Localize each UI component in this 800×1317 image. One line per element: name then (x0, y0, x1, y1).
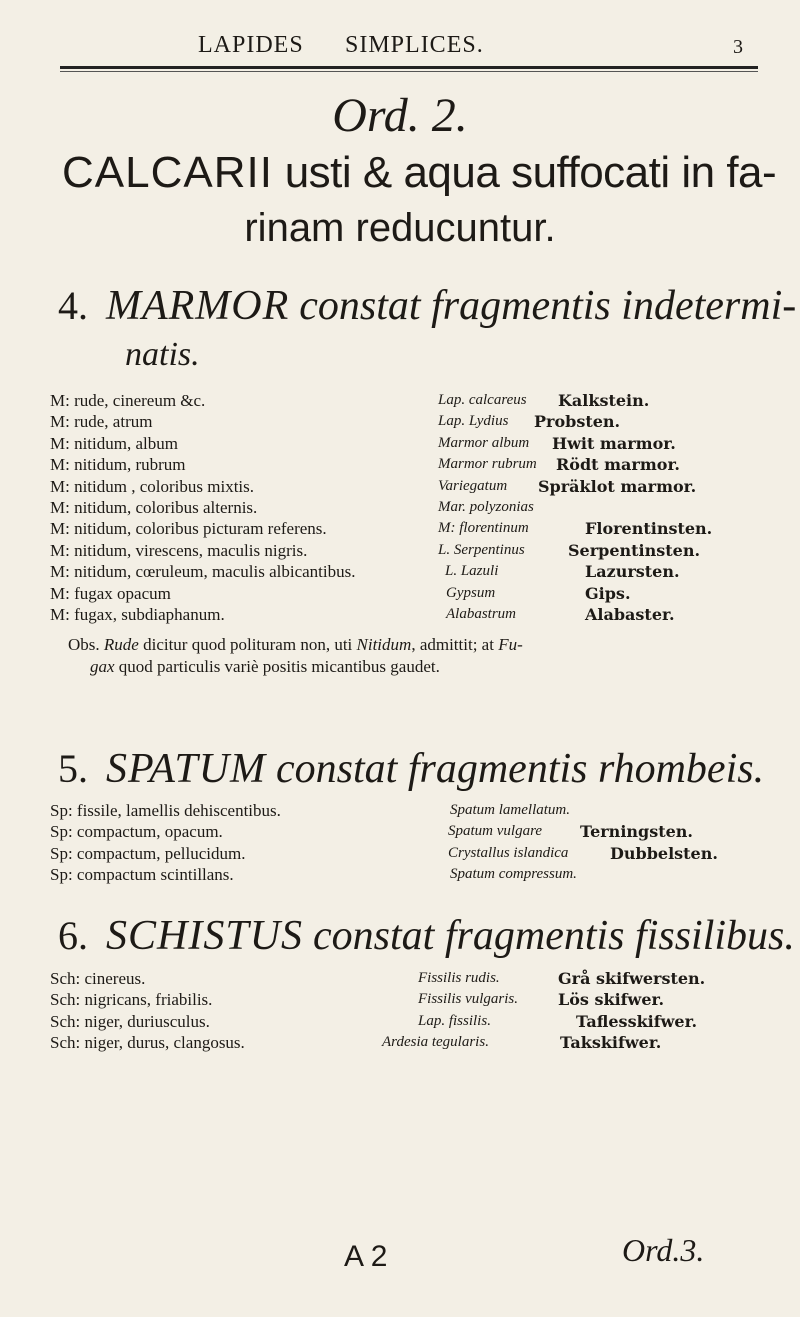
latin-name: Sp: fissile, lamellis dehiscentibus. (50, 801, 281, 820)
obs-term-fugax-cont: gax (90, 657, 115, 676)
latin-name: M: nitidum, cœruleum, maculis albicantibus. (50, 562, 356, 582)
alt-name: Alabastrum (446, 605, 517, 622)
signature-mark: A 2 (344, 1240, 388, 1273)
running-header (0, 30, 800, 64)
obs-term-rude: Rude (103, 635, 139, 654)
list-item (50, 540, 770, 561)
obs-term-fugax: Fu- (498, 635, 523, 654)
vernacular-name: Probsten. (534, 412, 621, 432)
latin-name: M: rude, cinereum &c. (50, 391, 206, 410)
vernacular-name: Kalkstein. (558, 391, 650, 410)
vernacular-name: Lazursten. (585, 562, 680, 582)
list-item (50, 411, 770, 432)
order-heading-line-2: rinam reducuntur. (244, 206, 556, 250)
alt-name: Crystallus islandica (448, 844, 569, 861)
alt-name: L. Serpentinus (438, 541, 525, 558)
section-definition: constat fragmentis indetermi- (299, 283, 797, 329)
obs-lead: Obs. (68, 635, 100, 654)
obs-text-1: dicitur quod polituram non, uti (143, 635, 353, 654)
section-definition: constat fragmentis rhombeis. (276, 746, 765, 792)
latin-name: Sp: compactum, opacum. (50, 822, 223, 842)
vernacular-name: Spräklot marmor. (538, 476, 697, 496)
section-number: 5. (58, 746, 88, 791)
vernacular-name: Gips. (585, 583, 631, 603)
order-heading-line-1 (62, 148, 776, 198)
alt-name: Lap. fissilis. (418, 1012, 491, 1029)
list-item (50, 518, 770, 539)
latin-name: M: nitidum , coloribus mixtis. (50, 476, 255, 496)
vernacular-name: Lös skifwer. (558, 990, 665, 1010)
observation-note (68, 634, 758, 678)
obs-text-2: , admittit; at (411, 635, 494, 654)
latin-name: Sch: niger, durus, clangosus. (50, 1033, 245, 1053)
alt-name: Fissilis rudis. (418, 970, 500, 986)
vernacular-name: Dubbelsten. (610, 843, 718, 863)
list-item (50, 476, 770, 497)
vernacular-name: Grå skifwersten. (558, 969, 706, 988)
list-item (50, 864, 770, 885)
vernacular-name: Terningsten. (580, 822, 693, 842)
latin-name: Sch: niger, duriusculus. (50, 1011, 210, 1031)
latin-name: Sp: compactum scintillans. (50, 865, 234, 885)
list-item (50, 583, 770, 604)
latin-name: M: nitidum, coloribus alternis. (50, 497, 258, 517)
vernacular-name: Taflesskifwer. (576, 1011, 698, 1031)
alt-name: Gypsum (446, 584, 496, 601)
obs-term-nitidum: Nitidum (356, 635, 412, 654)
section-definition: constat fragmentis fissilibus. (313, 913, 795, 959)
alt-name: L. Lazuli (445, 563, 499, 580)
section-heading-schistus (58, 912, 795, 960)
alt-name: Spatum lamellatum. (450, 802, 570, 818)
header-rule (60, 66, 758, 69)
section-heading-marmor (58, 282, 796, 330)
vernacular-name: Florentinsten. (585, 519, 713, 539)
vernacular-name: Rödt marmor. (556, 455, 680, 475)
header-rule-thin (60, 71, 758, 72)
latin-name: M: nitidum, virescens, maculis nigris. (50, 540, 308, 560)
alt-name: M: florentinum (438, 520, 529, 537)
section-name: SCHISTUS (106, 913, 304, 959)
section-definition-continued: natis. (125, 336, 200, 373)
list-item (50, 968, 770, 989)
vernacular-name: Takskifwer. (560, 1033, 662, 1053)
page-number: 3 (733, 36, 743, 58)
vernacular-name: Hwit marmor. (552, 433, 676, 453)
spatum-list (50, 800, 770, 886)
list-item (50, 604, 770, 625)
list-item (50, 390, 770, 411)
list-item (50, 989, 770, 1010)
list-item (50, 561, 770, 582)
alt-name: Spatum vulgare (448, 823, 543, 840)
list-item (50, 821, 770, 842)
list-item (50, 1032, 770, 1053)
section-heading-spatum (58, 745, 764, 793)
alt-name: Fissilis vulgaris. (418, 991, 519, 1008)
header-title-2: SIMPLICES. (345, 32, 484, 58)
marmor-list (50, 390, 770, 625)
latin-name: M: rude, atrum (50, 412, 153, 432)
alt-name: Marmor rubrum (438, 456, 537, 473)
vernacular-name: Serpentinsten. (568, 540, 701, 560)
alt-name: Lap. Lydius (438, 413, 509, 430)
order-title: Ord. 2. (332, 89, 468, 142)
header-title-1: LAPIDES (198, 32, 304, 58)
list-item (50, 433, 770, 454)
section-name: MARMOR (106, 283, 290, 329)
section-number: 4. (58, 283, 88, 328)
alt-name: Ardesia tegularis. (382, 1034, 489, 1051)
latin-name: Sp: compactum, pellucidum. (50, 843, 246, 863)
section-number: 6. (58, 913, 88, 958)
vernacular-name: Alabaster. (585, 604, 675, 624)
latin-name: M: nitidum, album (50, 433, 178, 453)
order-heading-caps: CALCARII (62, 148, 273, 197)
latin-name: Sch: cinereus. (50, 969, 146, 988)
list-item (50, 454, 770, 475)
obs-text-3: quod particulis variè positis micantibus gaudet. (118, 657, 440, 676)
latin-name: M: fugax opacum (50, 583, 171, 603)
latin-name: M: nitidum, rubrum (50, 455, 186, 475)
alt-name: Variegatum (438, 477, 508, 494)
alt-name: Mar. polyzonias (438, 498, 534, 515)
section-name: SPATUM (106, 746, 267, 792)
order-heading-rest: usti & aqua suffocati in fa- (284, 148, 777, 197)
alt-name: Marmor album (438, 434, 530, 451)
list-item (50, 843, 770, 864)
latin-name: Sch: nigricans, friabilis. (50, 990, 213, 1010)
latin-name: M: fugax, subdiaphanum. (50, 604, 225, 624)
alt-name: Spatum compressum. (450, 866, 577, 883)
latin-name: M: nitidum, coloribus picturam referens. (50, 519, 327, 539)
catchword: Ord.3. (622, 1232, 705, 1268)
list-item (50, 1011, 770, 1032)
list-item (50, 497, 770, 518)
list-item (50, 800, 770, 821)
alt-name: Lap. calcareus (438, 392, 527, 408)
schistus-list (50, 968, 770, 1054)
